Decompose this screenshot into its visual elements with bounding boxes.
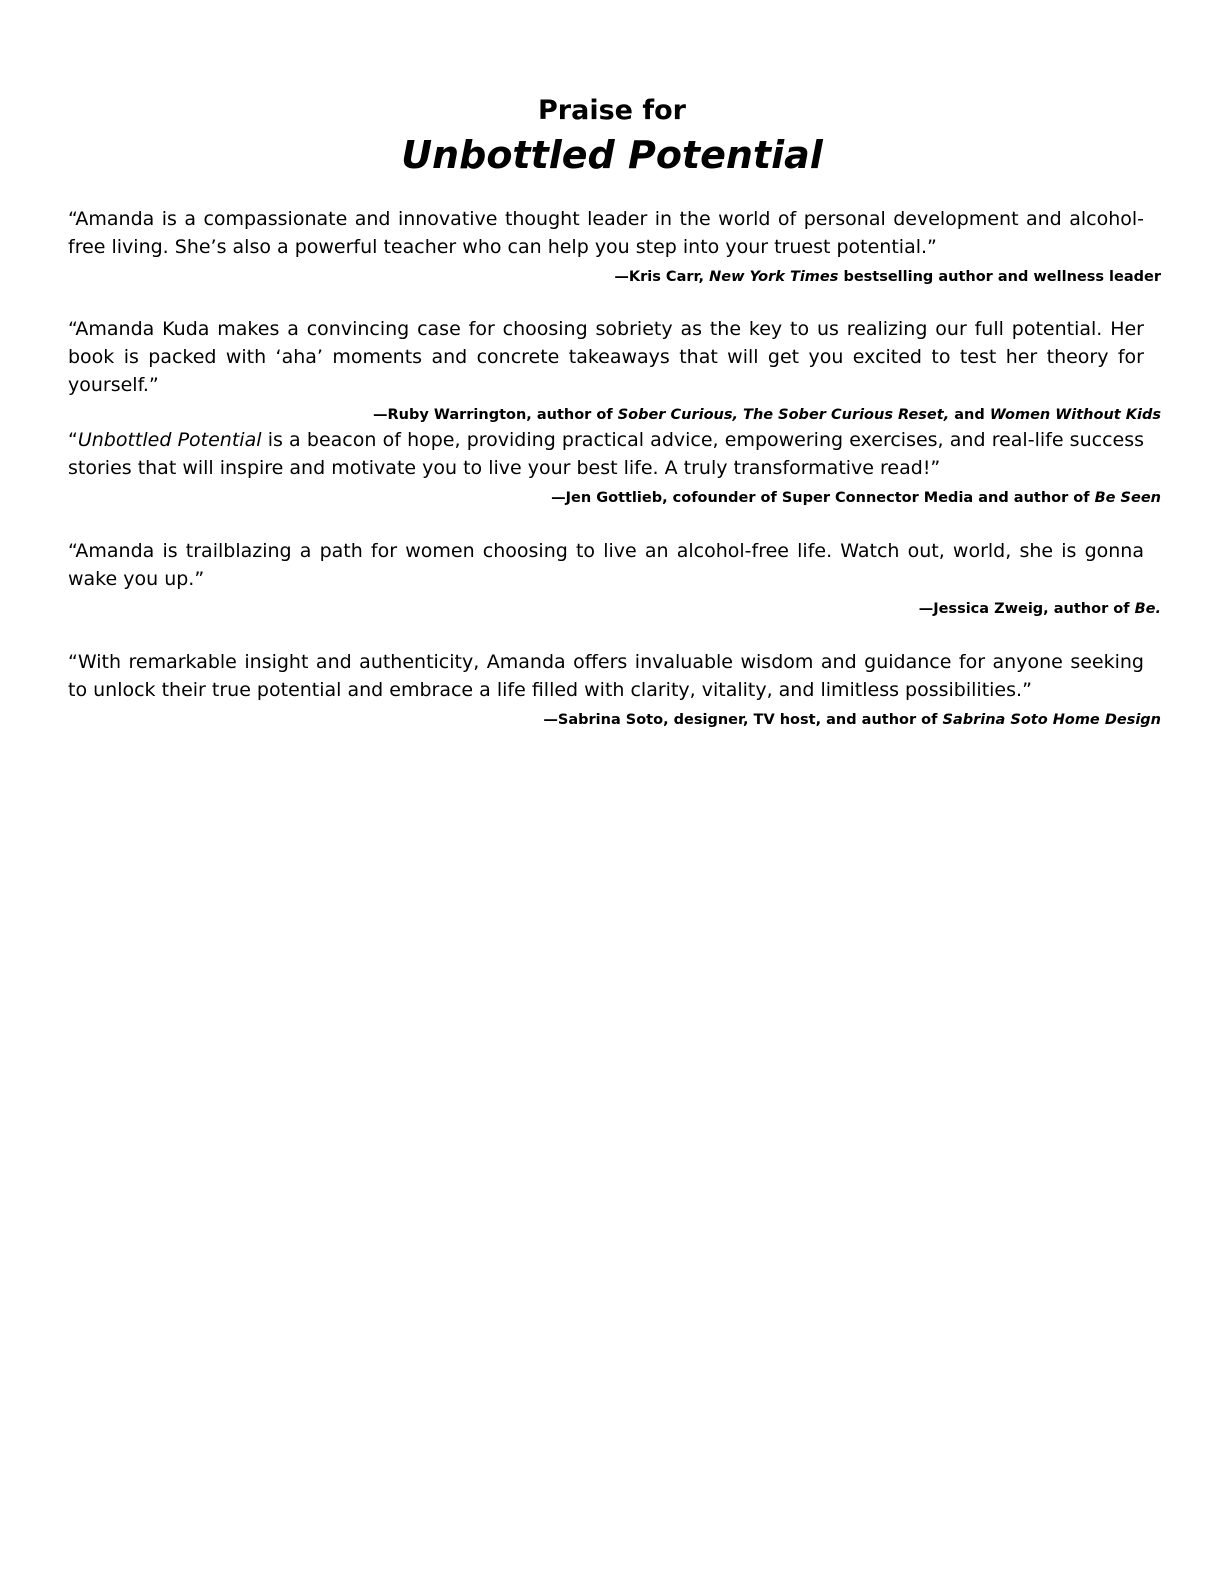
praise-heading: Praise for bbox=[538, 95, 686, 126]
praise-item bbox=[68, 315, 1161, 425]
book-title: Unbottled Potential bbox=[401, 133, 823, 177]
praise-attribution: —Jen Gottlieb, cofounder of Super Connector Media and author of Be Seen bbox=[551, 490, 1161, 506]
praise-item bbox=[68, 426, 1161, 508]
praise-quote: “Amanda is trailblazing a path for women choosing to live an alcohol-free life. Watch out, world, she is gonna wake you up.” bbox=[68, 540, 1144, 590]
praise-item bbox=[68, 648, 1161, 730]
praise-quote: “Unbottled Potential is a beacon of hope, providing practical advice, empowering exercises, and real-life success stories that will inspire and motivate you to live your best life. A truly transformative read!” bbox=[68, 429, 1145, 479]
praise-item bbox=[68, 537, 1161, 619]
praise-item bbox=[68, 205, 1161, 287]
praise-attribution: —Sabrina Soto, designer, TV host, and author of Sabrina Soto Home Design bbox=[543, 712, 1161, 728]
praise-attribution: —Jessica Zweig, author of Be. bbox=[918, 601, 1161, 617]
praise-quote: “Amanda Kuda makes a convincing case for choosing sobriety as the key to us realizing our full potential. Her book is packed with ‘aha’ moments and concrete takeaways that will get you excited to test her theory for yourself.” bbox=[68, 318, 1144, 396]
praise-quote: “With remarkable insight and authenticity, Amanda offers invaluable wisdom and guidance for anyone seeking to unlock their true potential and embrace a life filled with clarity, vitality, and limitless possibilities.” bbox=[68, 651, 1144, 701]
praise-attribution: —Ruby Warrington, author of Sober Curious, The Sober Curious Reset, and Women Without Kids bbox=[372, 407, 1161, 423]
praise-attribution: —Kris Carr, New York Times bestselling author and wellness leader bbox=[614, 269, 1161, 285]
praise-quote: “Amanda is a compassionate and innovative thought leader in the world of personal development and alcohol-free living. She’s also a powerful teacher who can help you step into your truest potential.” bbox=[68, 208, 1144, 258]
